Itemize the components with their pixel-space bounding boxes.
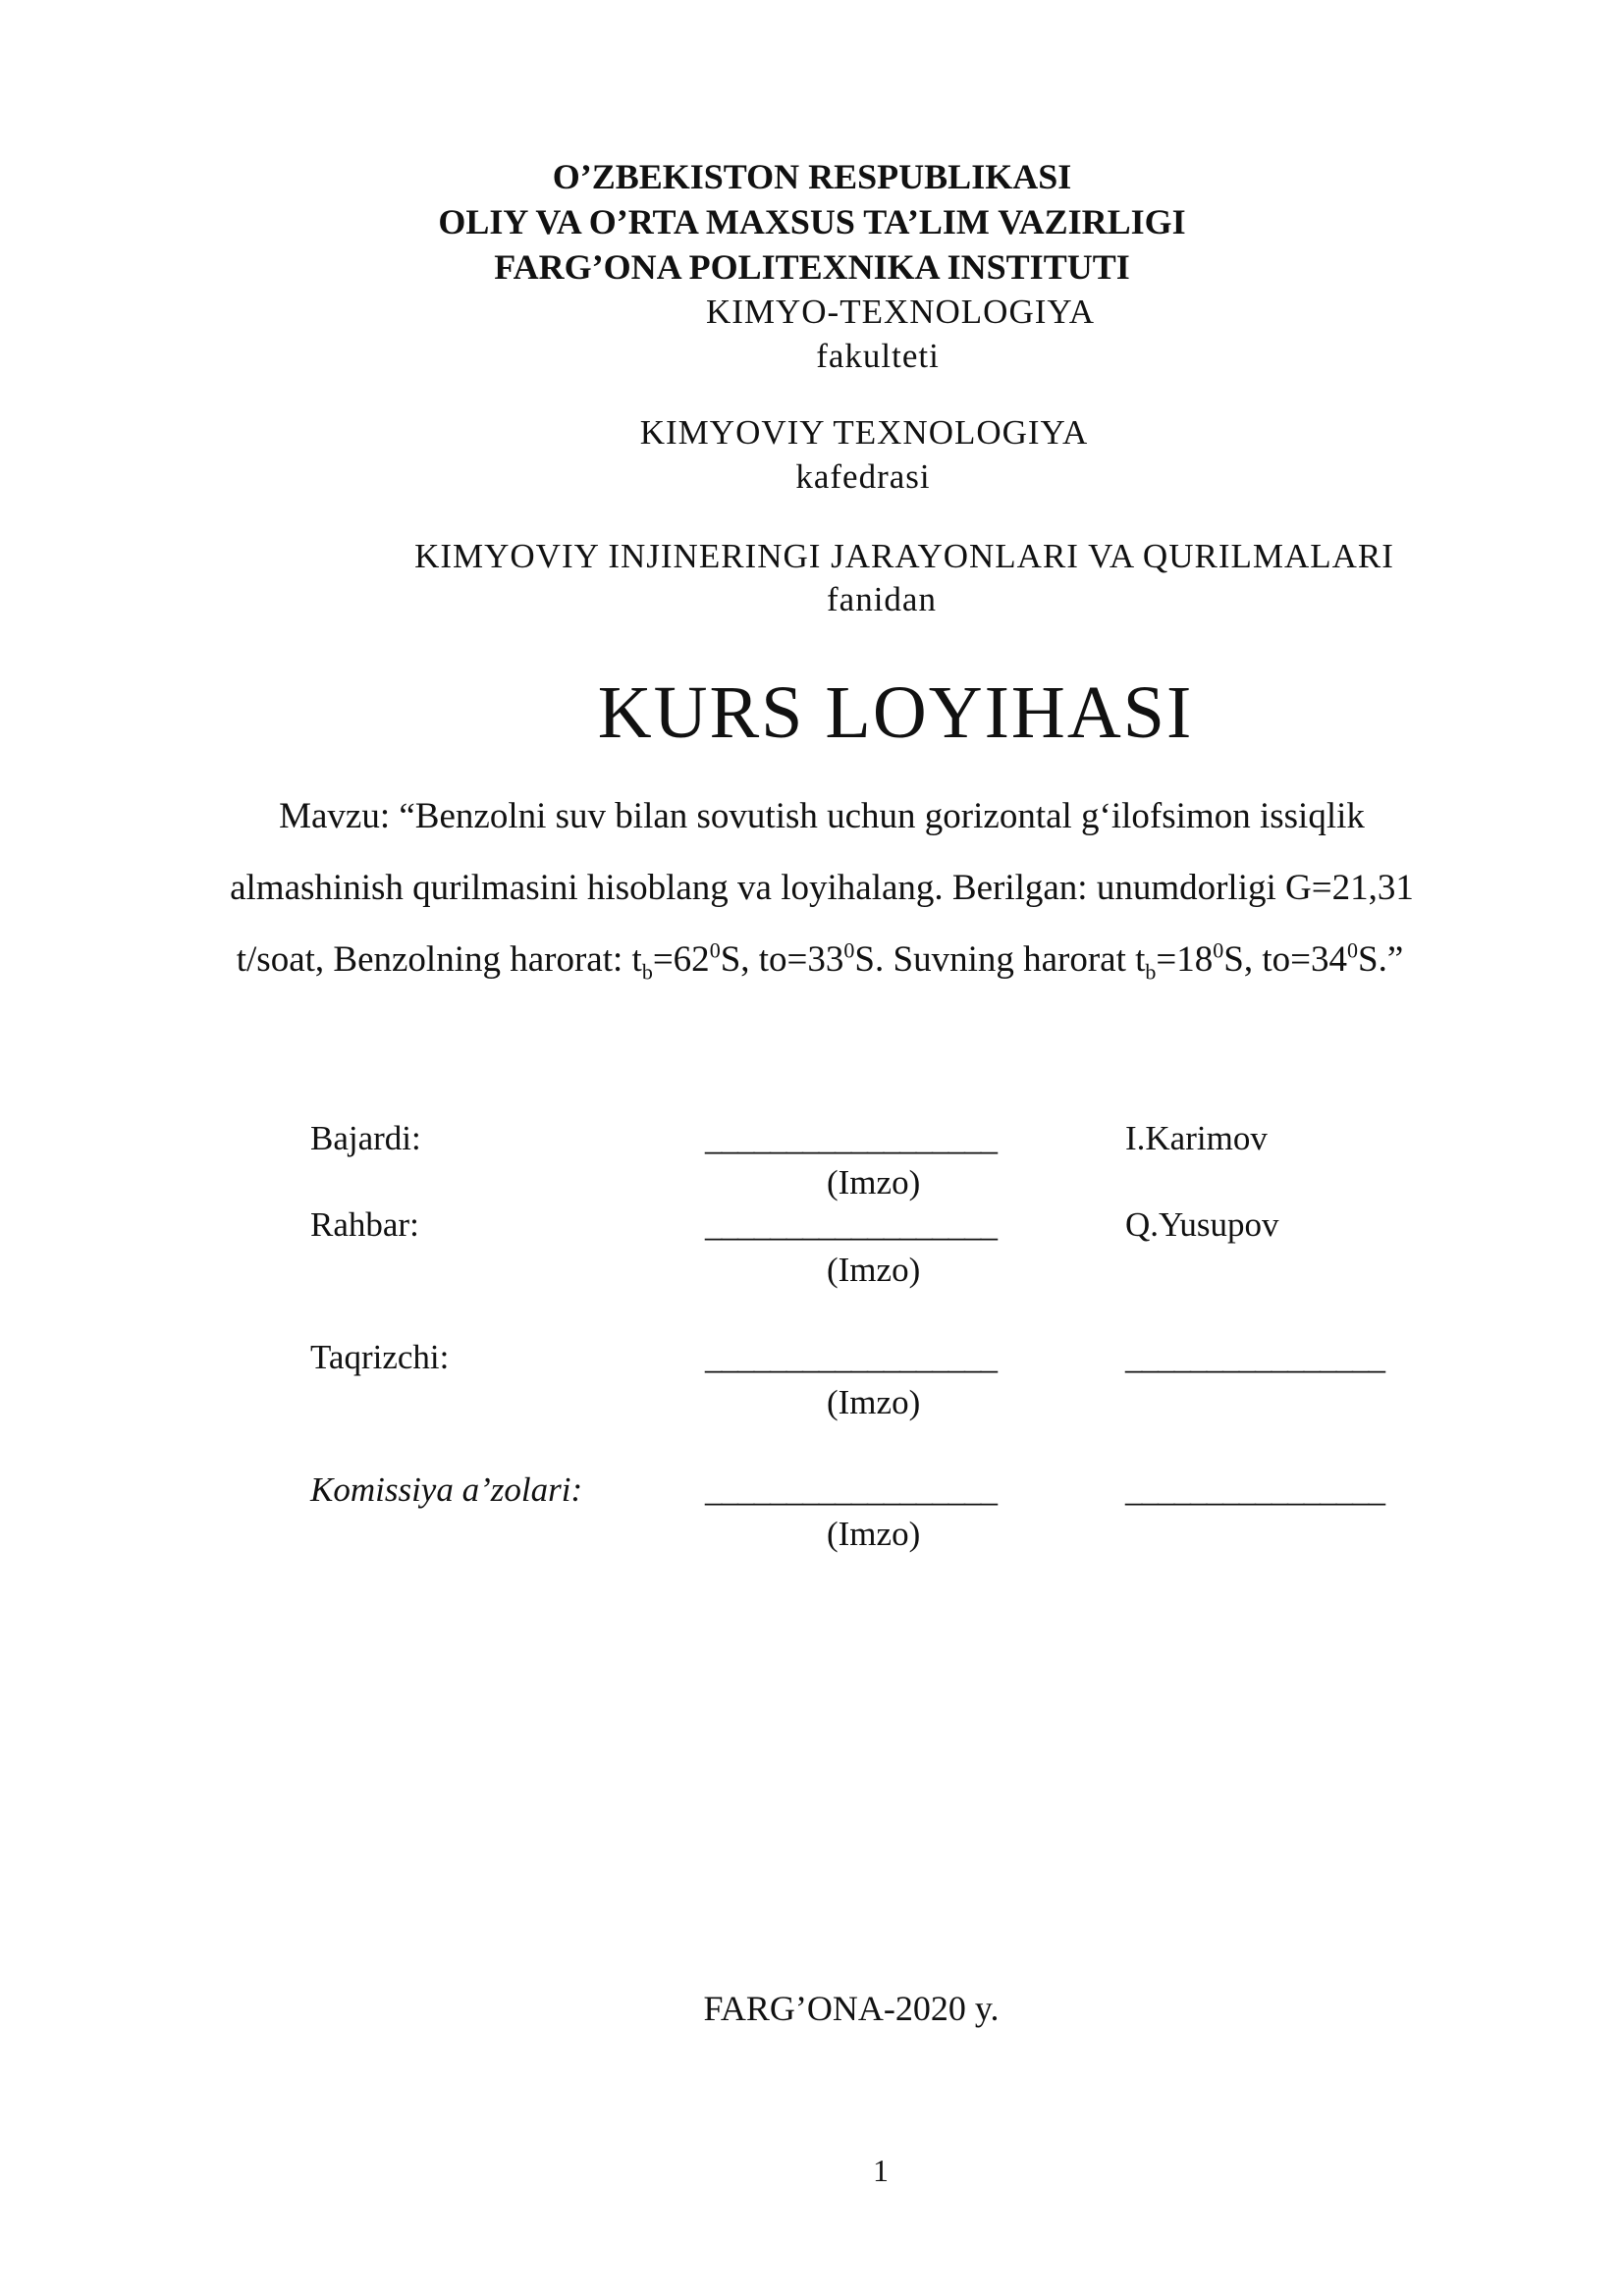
topic-line-1: Mavzu: “Benzolni suv bilan sovutish uchun gorizontal g‘ilofsimon issiqlik: [279, 796, 1365, 836]
republic-heading: O’ZBEKISTON RESPUBLIKASI: [552, 157, 1072, 196]
subject-word: fanidan: [827, 580, 937, 618]
document-title: KURS LOYIHASI: [597, 671, 1194, 754]
rahbar-name: Q.Yusupov: [1125, 1205, 1279, 1244]
taqrizchi-imzo: (Imzo): [827, 1383, 921, 1421]
institute-heading: FARG’ONA POLITEXNIKA INSTITUTI: [494, 247, 1130, 287]
topic-line-2: almashinish qurilmasini hisoblang va loyihalang. Berilgan: unumdorligi G=21,31: [230, 868, 1414, 908]
department-word: kafedrasi: [795, 457, 931, 496]
faculty-name: KIMYO-TEXNOLOGIYA: [705, 293, 1096, 331]
taqrizchi-name-line: ________________: [1125, 1338, 1384, 1376]
ministry-heading: OLIY VA O’RTA MAXSUS TA’LIM VAZIRLIGI: [438, 202, 1186, 241]
komissiya-imzo: (Imzo): [827, 1515, 921, 1553]
rahbar-signature-line: __________________: [705, 1205, 997, 1244]
bajardi-name: I.Karimov: [1125, 1119, 1268, 1157]
topic-line-3: t/soat, Benzolning harorat: $t_b=62^0S$, $to=33^0S$. Suvning harorat $t_b=18^0S$, $to=34^0S$.”: [236, 937, 1404, 985]
page-number: 1: [873, 2153, 889, 2188]
komissiya-signature-line: __________________: [705, 1470, 997, 1509]
rahbar-imzo: (Imzo): [827, 1251, 921, 1289]
bajardi-label: Bajardi:: [310, 1119, 421, 1157]
department-name: KIMYOVIY TEXNOLOGIYA: [639, 413, 1089, 452]
rahbar-label: Rahbar:: [310, 1205, 419, 1244]
city-year: FARG’ONA-2020 y.: [703, 1989, 1000, 2028]
komissiya-label: Komissiya a’zolari:: [310, 1470, 583, 1509]
bajardi-imzo: (Imzo): [827, 1163, 921, 1201]
komissiya-name-line: ________________: [1125, 1470, 1384, 1509]
subject-name: KIMYOVIY INJINERINGI JARAYONLARI VA QURILMALARI: [414, 537, 1394, 575]
taqrizchi-signature-line: __________________: [705, 1338, 997, 1376]
faculty-word: fakulteti: [816, 337, 940, 375]
taqrizchi-label: Taqrizchi:: [310, 1338, 450, 1376]
bajardi-signature-line: __________________: [705, 1119, 997, 1157]
